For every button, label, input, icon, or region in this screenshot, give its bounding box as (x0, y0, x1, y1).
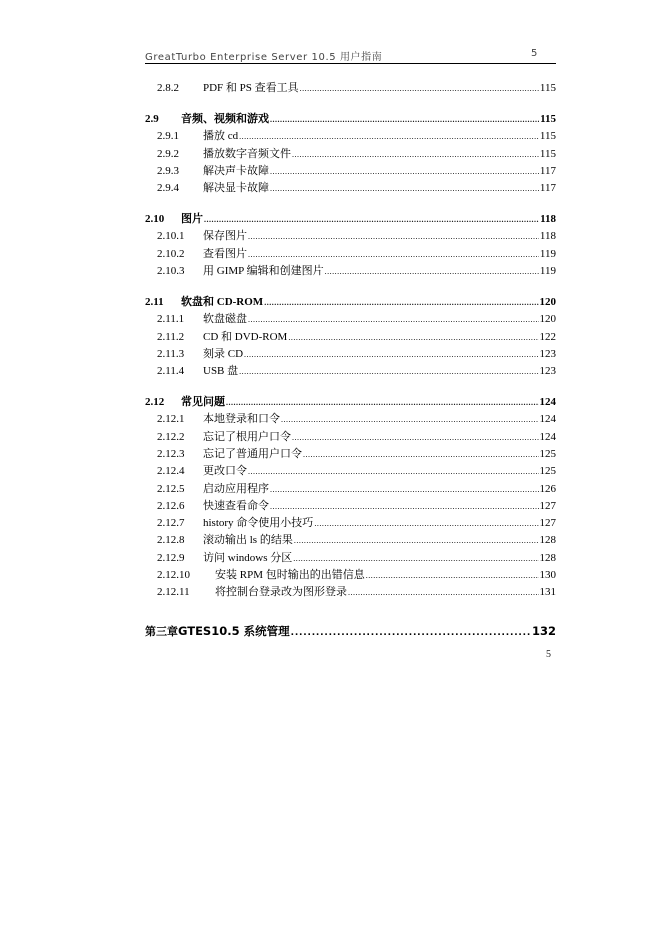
toc-leader-dots (303, 447, 539, 463)
toc-entry-page: 124 (539, 413, 556, 425)
toc-entry-number: 2.10.3 (157, 265, 185, 277)
toc-entry-number: 2.9.3 (157, 165, 179, 177)
toc-entry[interactable] (145, 263, 556, 279)
toc-entry-title: CD 和 DVD-ROM (203, 331, 288, 343)
toc-section-page: 120 (539, 296, 556, 308)
toc-entry-title: 本地登录和口令 (203, 413, 280, 425)
toc-entry-page: 128 (539, 534, 556, 546)
toc-entry-title: 软盘磁盘 (203, 313, 247, 325)
toc-section-page: 118 (540, 213, 556, 225)
toc-leader-dots (281, 412, 539, 428)
toc-entry[interactable] (145, 146, 556, 162)
toc-section[interactable] (145, 111, 556, 127)
toc-entry-page: 122 (539, 331, 556, 343)
footer-page-number: 5 (546, 649, 551, 660)
toc-entry-number: 2.12.3 (157, 448, 185, 460)
toc-entry-page: 115 (539, 130, 556, 142)
toc-entry-page: 127 (539, 500, 556, 512)
toc-entry-number: 2.9.1 (157, 130, 179, 142)
toc-entry-page: 130 (539, 569, 556, 581)
toc-entry[interactable] (145, 163, 556, 179)
toc-entry-number: 2.9.2 (157, 148, 179, 160)
toc-leader-dots (294, 533, 539, 549)
toc-entry-page: 125 (539, 465, 556, 477)
toc-entry[interactable] (145, 481, 556, 497)
toc-entry-page: 117 (539, 182, 556, 194)
toc-leader-dots (325, 264, 539, 280)
toc-leader-dots (270, 164, 539, 180)
toc-section-number: 2.10 (145, 213, 165, 225)
toc-entry-number: 2.12.6 (157, 500, 185, 512)
toc-entry-number: 2.11.1 (157, 313, 185, 325)
toc-entry[interactable] (145, 329, 556, 345)
toc-leader-dots (239, 129, 539, 145)
toc-entry-number: 2.12.5 (157, 483, 185, 495)
toc-entry[interactable] (145, 567, 556, 583)
toc-leader-dots (348, 585, 539, 601)
toc-entry-page: 126 (539, 483, 556, 495)
toc-leader-dots (248, 312, 539, 328)
toc-chapter-page: 132 (531, 624, 556, 638)
toc-section-title: 软盘和 CD-ROM (181, 296, 264, 308)
toc-entry-title: 更改口令 (203, 465, 247, 477)
toc-leader-dots (248, 247, 539, 263)
toc-leader-dots (270, 181, 539, 197)
toc-entry-number: 2.11.2 (157, 331, 185, 343)
toc-entry-title: 刻录 CD (203, 348, 244, 360)
toc-entry-number: 2.12.11 (157, 586, 190, 598)
toc-section-page: 115 (540, 113, 556, 125)
toc-entry-number: 2.8.2 (157, 82, 179, 94)
toc-entry[interactable] (145, 180, 556, 196)
toc-entry-number: 2.12.2 (157, 431, 185, 443)
toc-entry-page: 118 (539, 230, 556, 242)
toc-entry-page: 115 (539, 148, 556, 160)
toc-entry-page: 127 (539, 517, 556, 529)
toc-entry-page: 119 (539, 265, 556, 277)
toc-leader-dots (270, 499, 539, 515)
toc-leader-dots (248, 464, 539, 480)
toc-entry-title: 查看图片 (203, 248, 247, 260)
toc-section-title: 图片 (181, 213, 203, 225)
toc-section-number: 2.12 (145, 396, 165, 408)
toc-section-title: 常见问题 (181, 396, 225, 408)
header-page-number: 5 (531, 48, 538, 59)
toc-entry[interactable] (145, 128, 556, 144)
toc-entry-page: 120 (539, 313, 556, 325)
toc-entry[interactable] (145, 411, 556, 427)
toc-entry-title: 忘记了普通用户口令 (203, 448, 302, 460)
toc-entry-title: 忘记了根用户口令 (203, 431, 291, 443)
toc-entry[interactable] (145, 429, 556, 445)
toc-entry-page: 123 (539, 348, 556, 360)
toc-section-number: 2.9 (145, 113, 159, 125)
toc-entry-title: PDF 和 PS 查看工具 (203, 82, 299, 94)
toc-entry-title: 访问 windows 分区 (203, 552, 293, 564)
toc-entry-number: 2.12.7 (157, 517, 185, 529)
toc-leader-dots (239, 364, 538, 380)
toc-entry-page: 124 (539, 431, 556, 443)
toc-chapter-label: 第三章 (145, 625, 178, 638)
toc-entry[interactable] (145, 515, 556, 531)
toc-leader-dots (314, 516, 538, 532)
toc-entry-title: USB 盘 (203, 365, 239, 377)
toc-entry-page: 128 (539, 552, 556, 564)
toc-leader-dots (292, 147, 539, 163)
toc-entry-title: 保存图片 (203, 230, 247, 242)
toc-leader-dots (293, 551, 538, 567)
toc-entry-title: 滚动输出 ls 的结果 (203, 534, 293, 546)
toc-entry-title: 快速查看命令 (203, 500, 269, 512)
toc-entry[interactable] (145, 446, 556, 462)
toc-entry-title: 播放数字音频文件 (203, 148, 291, 160)
toc-leader-dots (244, 347, 538, 363)
toc-section-number: 2.11 (145, 296, 164, 308)
toc-leader-dots (288, 330, 538, 346)
toc-section-page: 124 (539, 396, 556, 408)
page-header (145, 47, 556, 64)
toc-entry-page: 117 (539, 165, 556, 177)
toc-entry[interactable] (145, 498, 556, 514)
toc-leader-dots (226, 395, 539, 411)
toc-entry-number: 2.12.4 (157, 465, 185, 477)
toc-entry-page: 123 (539, 365, 556, 377)
toc-entry-number: 2.10.1 (157, 230, 185, 242)
toc-entry[interactable] (145, 463, 556, 479)
toc-entry[interactable] (145, 532, 556, 548)
toc-chapter[interactable] (145, 622, 556, 640)
toc-entry-number: 2.10.2 (157, 248, 185, 260)
toc-entry-title: 解决显卡故障 (203, 182, 269, 194)
toc-entry-page: 119 (539, 248, 556, 260)
toc-entry-title: 用 GIMP 编辑和创建图片 (203, 265, 324, 277)
toc-entry-number: 2.9.4 (157, 182, 179, 194)
toc-entry-title: 播放 cd (203, 130, 239, 142)
toc-chapter-title: GTES10.5 系统管理 (178, 624, 290, 638)
toc-entry-number: 2.11.3 (157, 348, 185, 360)
toc-section[interactable] (145, 394, 556, 410)
toc-entry[interactable] (145, 80, 556, 96)
toc-entry-page: 125 (539, 448, 556, 460)
toc-leader-dots (300, 81, 539, 97)
toc-leader-dots (264, 295, 538, 311)
toc-section[interactable] (145, 294, 556, 310)
toc-entry-title: 将控制台登录改为图形登录 (215, 586, 347, 598)
toc-leader-dots (204, 212, 539, 228)
toc-entry-number: 2.11.4 (157, 365, 185, 377)
toc-entry[interactable] (145, 246, 556, 262)
header-title: GreatTurbo Enterprise Server 10.5 用户指南 (145, 52, 383, 63)
toc-entry-number: 2.12.1 (157, 413, 185, 425)
toc-leader-dots (291, 624, 531, 642)
toc-entry-page: 131 (539, 586, 556, 598)
toc-leader-dots (270, 112, 539, 128)
toc-section[interactable] (145, 211, 556, 227)
toc-leader-dots (292, 430, 539, 446)
toc-leader-dots (270, 482, 539, 498)
toc-entry[interactable] (145, 584, 556, 600)
toc-entry-title: 启动应用程序 (203, 483, 269, 495)
toc-section-title: 音频、视频和游戏 (181, 113, 269, 125)
toc-entry[interactable] (145, 550, 556, 566)
toc-entry-number: 2.12.9 (157, 552, 185, 564)
toc-entry[interactable] (145, 363, 556, 379)
toc-leader-dots (248, 229, 539, 245)
toc-leader-dots (366, 568, 539, 584)
toc-entry-number: 2.12.10 (157, 569, 190, 581)
toc-entry[interactable] (145, 346, 556, 362)
toc-entry-title: 解决声卡故障 (203, 165, 269, 177)
toc-entry-title: 安装 RPM 包时输出的出错信息 (215, 569, 365, 581)
toc-entry-number: 2.12.8 (157, 534, 185, 546)
toc-entry[interactable] (145, 228, 556, 244)
toc-entry-page: 115 (539, 82, 556, 94)
toc-entry-title: history 命令使用小技巧 (203, 517, 314, 529)
toc-entry[interactable] (145, 311, 556, 327)
